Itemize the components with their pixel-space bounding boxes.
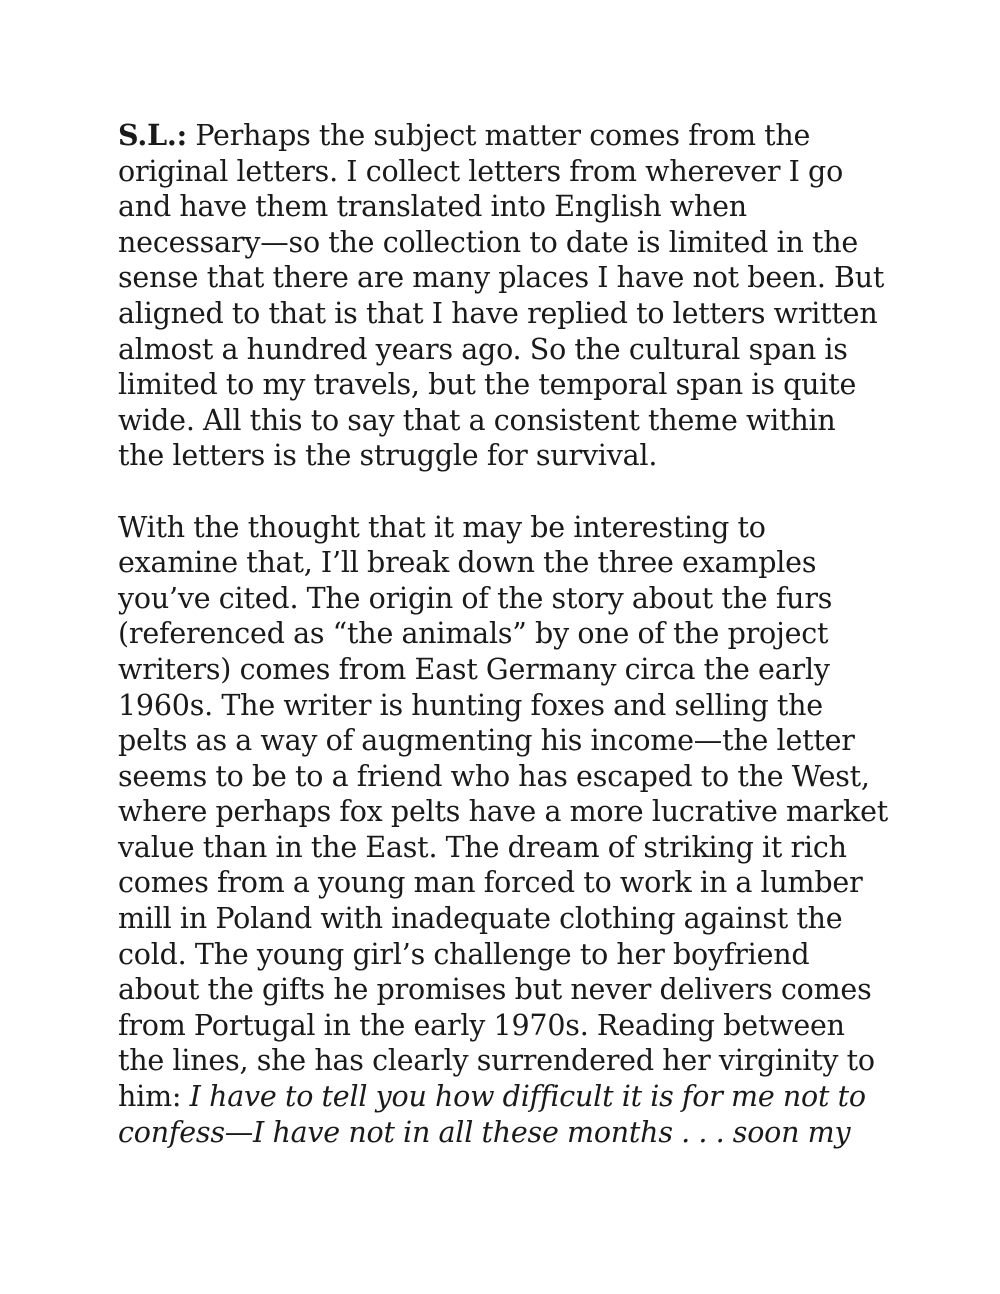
paragraph-1 [118, 118, 918, 474]
quoted-letter-text: confess—I have not in all these months . . . soon my [118, 1115, 851, 1149]
text-span: him: [118, 1080, 190, 1114]
paragraph-2 [118, 510, 918, 1151]
text-line: wide. All this to say that a consistent theme within [118, 403, 836, 437]
paragraph-gap [118, 474, 918, 510]
text-line: 1960s. The writer is hunting foxes and selling the [118, 688, 823, 722]
text-line: the lines, she has clearly surrendered her virginity to [118, 1044, 875, 1078]
text-line: necessary—so the collection to date is limited in the [118, 225, 859, 259]
text-line: about the gifts he promises but never delivers comes [118, 973, 872, 1007]
text-line: mill in Poland with inadequate clothing against the [118, 902, 843, 936]
text-line: where perhaps fox pelts have a more lucrative market [118, 795, 889, 829]
text-line: pelts as a way of augmenting his income—the letter [118, 724, 855, 758]
text-line: value than in the East. The dream of striking it rich [118, 830, 847, 864]
text-span: Perhaps the subject matter comes from the [186, 119, 811, 152]
speaker-label: S.L.: [118, 118, 187, 152]
text-line: cold. The young girl’s challenge to her boyfriend [118, 937, 810, 971]
document-page [118, 118, 918, 1150]
text-line [118, 1079, 918, 1115]
text-line: writers) comes from East Germany circa the early [118, 652, 830, 686]
text-line: original letters. I collect letters from wherever I go [118, 154, 844, 188]
text-line: almost a hundred years ago. So the cultural span is [118, 332, 848, 366]
text-line: you’ve cited. The origin of the story about the furs [118, 581, 833, 615]
text-line: examine that, I’ll break down the three examples [118, 546, 817, 580]
text-line: With the thought that it may be interesting to [118, 510, 766, 544]
text-line: limited to my travels, but the temporal span is quite [118, 368, 857, 402]
text-line: and have them translated into English when [118, 190, 747, 224]
text-line: comes from a young man forced to work in a lumber [118, 866, 863, 900]
text-line: from Portugal in the early 1970s. Reading between [118, 1008, 845, 1042]
text-line: (referenced as “the animals” by one of the project [118, 617, 829, 651]
text-line: seems to be to a friend who has escaped to the West, [118, 759, 870, 793]
text-line: aligned to that is that I have replied to letters written [118, 296, 878, 330]
text-line: sense that there are many places I have not been. But [118, 261, 885, 295]
quoted-letter-text: I have to tell you how difficult it is for me not to [189, 1080, 866, 1114]
text-line [118, 118, 918, 154]
text-line: the letters is the struggle for survival. [118, 439, 658, 473]
